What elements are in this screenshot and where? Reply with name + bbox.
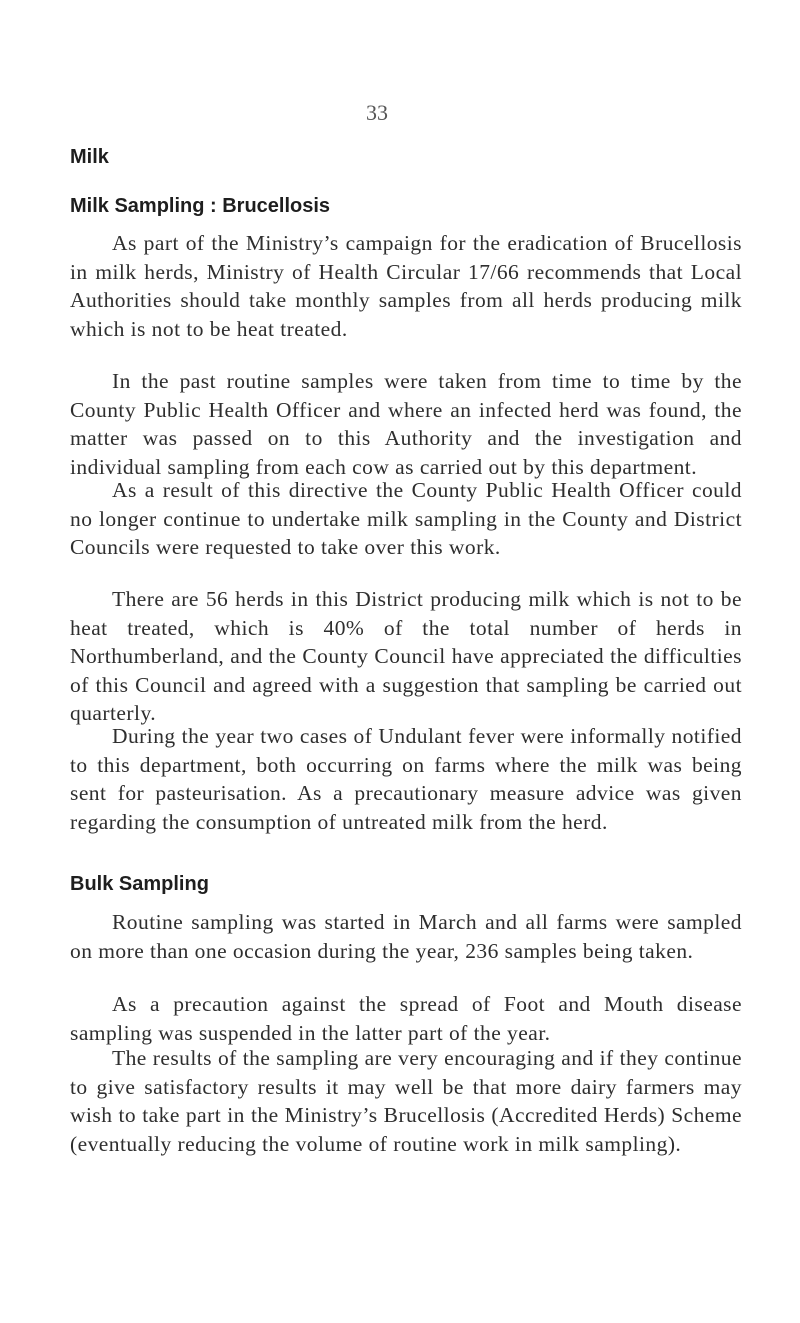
paragraph: Routine sampling was started in March and all farms were sampled on more than one occasion during the year, 236 samples being taken.	[70, 910, 742, 963]
paragraph: The results of the sampling are very encouraging and if they continue to give satisfactory results it may well be that more dairy farmers may wish to take part in the Ministry’s Brucellosis (Accredited Herds) Scheme (eventually reducing the volume of routine work in milk sampling).	[70, 1046, 742, 1156]
paragraph: As a result of this directive the County Public Health Officer could no longer continue to undertake milk sampling in the County and District Councils were requested to take over this work.	[70, 478, 742, 559]
paragraph: During the year two cases of Undulant fever were informally notified to this department, both occurring on farms where the milk was being sent for pasteurisation. As a precautionary measure advice was given regarding the consumption of untreated milk from the herd.	[70, 724, 742, 834]
paragraph: As part of the Ministry’s campaign for the eradication of Brucellosis in milk herds, Ministry of Health Circular 17/66 recommends that Local Authorities should take monthly samples from all herds producing milk which is not to be heat treated.	[70, 231, 742, 341]
subsection-title-bulk-sampling: Bulk Sampling	[70, 873, 209, 895]
subsection-title-brucellosis: Milk Sampling : Brucellosis	[70, 195, 331, 217]
page-number: 33	[366, 100, 388, 125]
paragraph: As a precaution against the spread of Foot and Mouth disease sampling was suspended in the latter part of the year.	[70, 992, 742, 1045]
paragraph: There are 56 herds in this District producing milk which is not to be heat treated, which is 40% of the total number of herds in Northumberland, and the County Council have appreciated the difficulties of this Council and agreed with a suggestion that sampling be carried out quarterly.	[70, 587, 742, 725]
paragraph: In the past routine samples were taken from time to time by the County Public Health Officer and where an infected herd was found, the matter was passed on to this Authority and the investigation and individual sampling from each cow as carried out by this department.	[70, 369, 742, 479]
section-title: Milk	[70, 146, 109, 168]
